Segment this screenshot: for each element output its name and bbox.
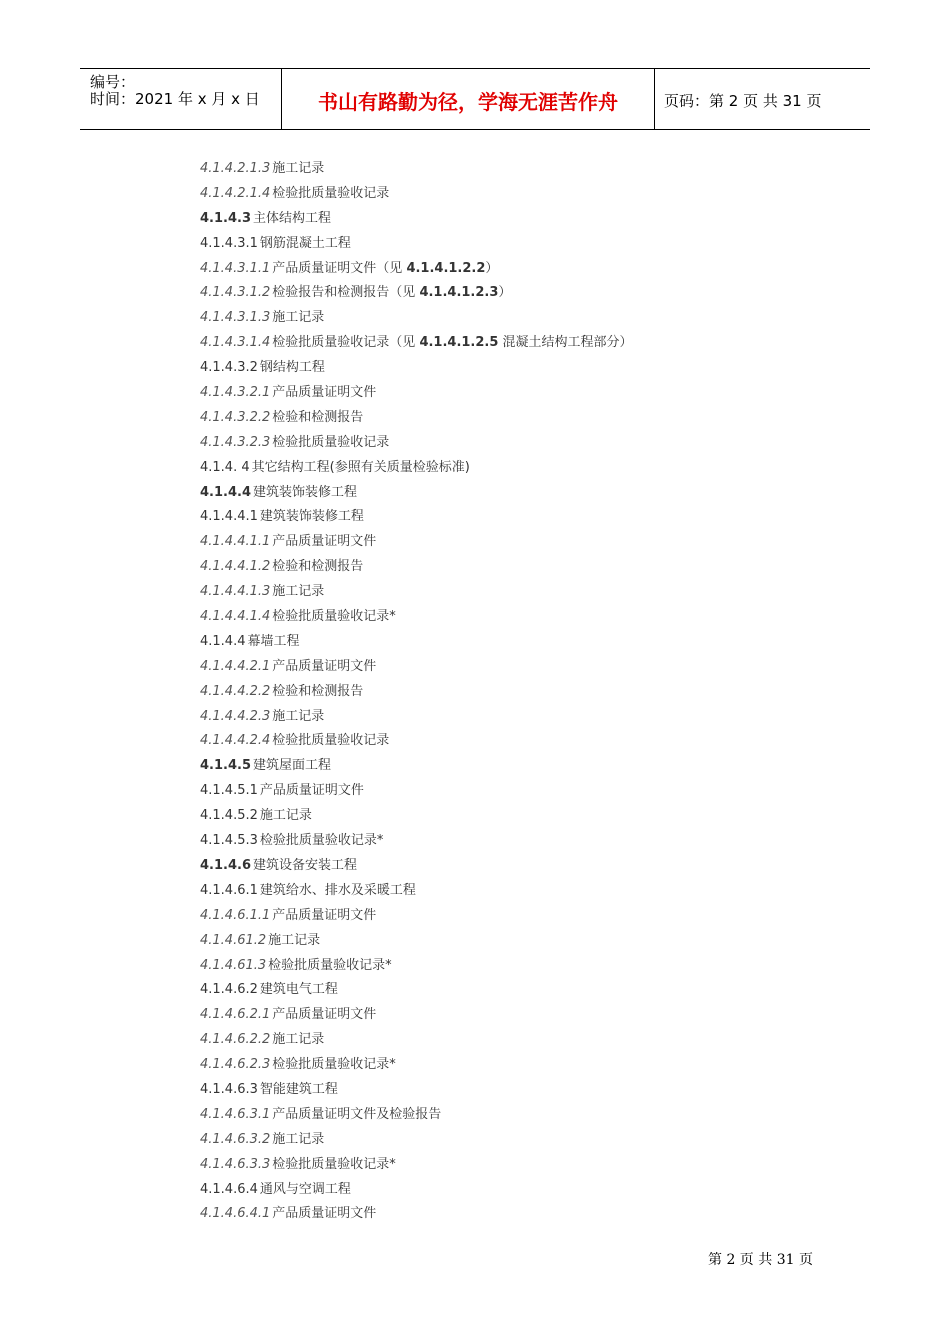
toc-entry-number: 4.1.4.3.2.3 [200, 434, 271, 450]
toc-entry-number: 4.1.4.6.1 [200, 882, 258, 898]
toc-entry-title: 检验报告和检测报告（见 [272, 285, 420, 301]
toc-entry [200, 157, 900, 182]
toc-entry [200, 1103, 900, 1128]
toc-entry-title: 检验批质量验收记录 [272, 434, 390, 450]
toc-entry-title: 产品质量证明文件 [272, 658, 377, 674]
toc-entry-number: 4.1.4.3.1.1 [200, 260, 271, 276]
toc-entry [200, 1128, 900, 1153]
toc-entry [200, 854, 900, 879]
toc-entry-number: 4.1.4.4.1.4 [200, 609, 271, 625]
toc-entry [200, 605, 900, 630]
toc-entry-title: 钢筋混凝土工程 [259, 235, 351, 251]
toc-entry-title: 建筑给水、排水及采暖工程 [259, 882, 416, 898]
toc-entry-number: 4.1.4.4.1 [200, 509, 258, 525]
toc-entry [200, 481, 900, 506]
toc-entry-number: 4.1.4.6.4.1 [200, 1206, 271, 1222]
toc-entry [200, 879, 900, 904]
toc-entry [200, 978, 900, 1003]
toc-entry-title: 钢结构工程 [259, 360, 325, 376]
toc-entry-number: 4.1.4.6.3 [200, 1081, 258, 1097]
toc-entry-number: 4.1.4.5.1 [200, 783, 258, 799]
toc-entry [200, 804, 900, 829]
toc-entry [200, 954, 900, 979]
toc-entry-title: 产品质量证明文件 [259, 783, 364, 799]
toc-entry [200, 555, 900, 580]
toc-entry-title: 施工记录 [259, 808, 312, 824]
toc-entry-title: 建筑电气工程 [259, 982, 338, 998]
toc-entry [200, 929, 900, 954]
header-page-info: 页码：第 2 页 共 31 页 [664, 92, 822, 110]
toc-entry-title: 施工记录 [272, 1131, 325, 1147]
toc-entry-title-tail: ） [485, 260, 499, 276]
toc-entry-reference: 4.1.4.1.2.5 [419, 335, 499, 351]
toc-entry-title: 施工记录 [272, 584, 325, 600]
toc-entry [200, 729, 900, 754]
toc-entry-title: 建筑装饰装修工程 [259, 509, 364, 525]
toc-entry-title: 建筑装饰装修工程 [253, 484, 358, 500]
toc-entry [200, 331, 900, 356]
toc-entry-title: 检验和检测报告 [272, 409, 364, 425]
toc-entry-title: 施工记录 [272, 161, 325, 176]
toc-entry-title: 幕墙工程 [247, 633, 300, 649]
toc-entry-number: 4.1.4.5.2 [200, 808, 258, 824]
toc-entry-number: 4.1.4.6.2.1 [200, 1007, 271, 1023]
toc-entry [200, 1078, 900, 1103]
toc-entry-title: 检验批质量验收记录 [272, 733, 390, 749]
toc-entry [200, 754, 900, 779]
toc-entry-title: 产品质量证明文件 [272, 907, 377, 923]
toc-entry [200, 779, 900, 804]
toc-entry-title: 施工记录 [268, 932, 321, 948]
toc-entry-number: 4.1.4.4.2.1 [200, 658, 271, 674]
toc-entry-title: 通风与空调工程 [259, 1181, 351, 1197]
toc-entry-number: 4.1.4.6 [200, 857, 251, 873]
toc-entry [200, 655, 900, 680]
toc-entry-title: 施工记录 [272, 708, 325, 724]
toc-entry-number: 4.1.4.6.2.2 [200, 1032, 271, 1048]
toc-entry [200, 306, 900, 331]
toc-entry-number: 4.1.4.6.2 [200, 982, 258, 998]
toc-entry-title-tail: 混凝土结构工程部分） [498, 335, 633, 351]
toc-entry-title: 检验和检测报告 [272, 683, 364, 699]
toc-entry-title: 检验批质量验收记录（见 [272, 335, 420, 351]
toc-entry-number: 4.1.4.3.1 [200, 235, 258, 251]
toc-entry-reference: 4.1.4.1.2.2 [406, 260, 486, 276]
toc-entry-number: 4.1.4.5 [200, 758, 251, 774]
toc-entry-number: 4.1.4.5.3 [200, 833, 258, 849]
toc-entry-number: 4.1.4.4.2.3 [200, 708, 271, 724]
toc-entry-title: 检验批质量验收记录* [272, 1156, 396, 1172]
toc-entry [200, 232, 900, 257]
toc-entry-title: 产品质量证明文件 [272, 385, 377, 401]
toc-entry-title: 施工记录 [272, 1032, 325, 1048]
toc-entry-title: 其它结构工程(参照有关质量检验标准) [251, 459, 470, 475]
toc-entry-reference: 4.1.4.1.2.3 [419, 285, 499, 301]
toc-entry-title: 建筑设备安装工程 [253, 857, 358, 873]
toc-entry-number: 4.1.4.6.2.3 [200, 1057, 271, 1073]
toc-entry-title: 检验批质量验收记录* [272, 609, 396, 625]
toc-entry [200, 1028, 900, 1053]
toc-entry [200, 406, 900, 431]
toc-entry-title: 检验批质量验收记录 [272, 185, 390, 201]
toc-entry [200, 580, 900, 605]
header-motto-cell [281, 69, 655, 129]
toc-entry-number: 4.1.4.3.1.2 [200, 285, 271, 301]
page-header [80, 68, 870, 130]
toc-entry [200, 1202, 900, 1227]
toc-entry-number: 4.1.4.3.2.1 [200, 385, 271, 401]
toc-entry [200, 182, 900, 207]
toc-entry-number: 4.1.4.4 [200, 633, 246, 649]
toc-entry-title: 检验批质量验收记录* [272, 1057, 396, 1073]
toc-entry [200, 530, 900, 555]
toc-entry-number: 4.1.4.3.1.3 [200, 310, 271, 326]
toc-entry-number: 4.1.4.3.1.4 [200, 335, 271, 351]
toc-entry-number: 4.1.4.6.4 [200, 1181, 258, 1197]
document-code-label: 编号： [90, 73, 136, 91]
toc-entry-title: 主体结构工程 [253, 210, 332, 226]
toc-entry-number: 4.1.4.3.2 [200, 360, 258, 376]
header-meta-cell [80, 69, 280, 129]
toc-entry-number: 4.1.4.4 [200, 484, 251, 500]
toc-entry-title: 产品质量证明文件 [272, 534, 377, 550]
toc-entry [200, 281, 900, 306]
toc-entry [200, 257, 900, 282]
toc-entry [200, 381, 900, 406]
toc-entry-title: 产品质量证明文件（见 [272, 260, 407, 276]
toc-entry-number: 4.1.4.6.3.1 [200, 1106, 271, 1122]
toc-entry [200, 680, 900, 705]
header-motto: 书山有路勤为径，学海无涯苦作舟 [318, 90, 618, 114]
toc-entry-number: 4.1.4.4.2.4 [200, 733, 271, 749]
toc-entry-title: 产品质量证明文件 [272, 1206, 377, 1222]
toc-entry-number: 4.1.4.61.2 [200, 932, 267, 948]
toc-entry-number: 4.1.4.6.3.2 [200, 1131, 271, 1147]
toc-entry [200, 829, 900, 854]
toc-entry [200, 904, 900, 929]
toc-entry [200, 356, 900, 381]
toc-entry-title-tail: ） [498, 285, 512, 301]
toc-entry-title: 施工记录 [272, 310, 325, 326]
toc-entry [200, 1003, 900, 1028]
toc-entry-title: 智能建筑工程 [259, 1081, 338, 1097]
toc-entry-number: 4.1.4.6.3.3 [200, 1156, 271, 1172]
toc-entry [200, 1053, 900, 1078]
toc-entry-number: 4.1.4.3.2.2 [200, 409, 271, 425]
toc-entry-title: 产品质量证明文件及检验报告 [272, 1106, 442, 1122]
toc-entry-number: 4.1.4.4.1.1 [200, 534, 271, 550]
toc-entry [200, 1153, 900, 1178]
toc-entry [200, 505, 900, 530]
toc-entry-number: 4.1.4.4.1.3 [200, 584, 271, 600]
toc-entry-title: 检验和检测报告 [272, 559, 364, 575]
toc-entry-title: 建筑屋面工程 [253, 758, 332, 774]
toc-entry [200, 431, 900, 456]
table-of-contents [200, 157, 900, 1227]
toc-entry-title: 检验批质量验收记录* [259, 833, 384, 849]
toc-entry-title: 产品质量证明文件 [272, 1007, 377, 1023]
toc-entry [200, 456, 900, 481]
header-page-cell [654, 69, 870, 129]
toc-entry-number: 4.1.4. 4 [200, 459, 250, 475]
document-time-label: 时间：2021 年 x 月 x 日 [90, 90, 260, 108]
toc-entry-number: 4.1.4.6.1.1 [200, 907, 271, 923]
toc-entry-number: 4.1.4.4.1.2 [200, 559, 271, 575]
toc-entry [200, 630, 900, 655]
toc-entry [200, 705, 900, 730]
toc-entry-number: 4.1.4.4.2.2 [200, 683, 271, 699]
toc-entry [200, 1178, 900, 1203]
toc-entry [200, 207, 900, 232]
toc-entry-number: 4.1.4.2.1.4 [200, 185, 271, 201]
toc-entry-number: 4.1.4.3 [200, 210, 251, 226]
page-footer: 第 2 页 共 31 页 [708, 1252, 813, 1268]
toc-entry-number: 4.1.4.2.1.3 [200, 161, 271, 176]
toc-entry-number: 4.1.4.61.3 [200, 957, 267, 973]
toc-entry-title: 检验批质量验收记录* [268, 957, 392, 973]
